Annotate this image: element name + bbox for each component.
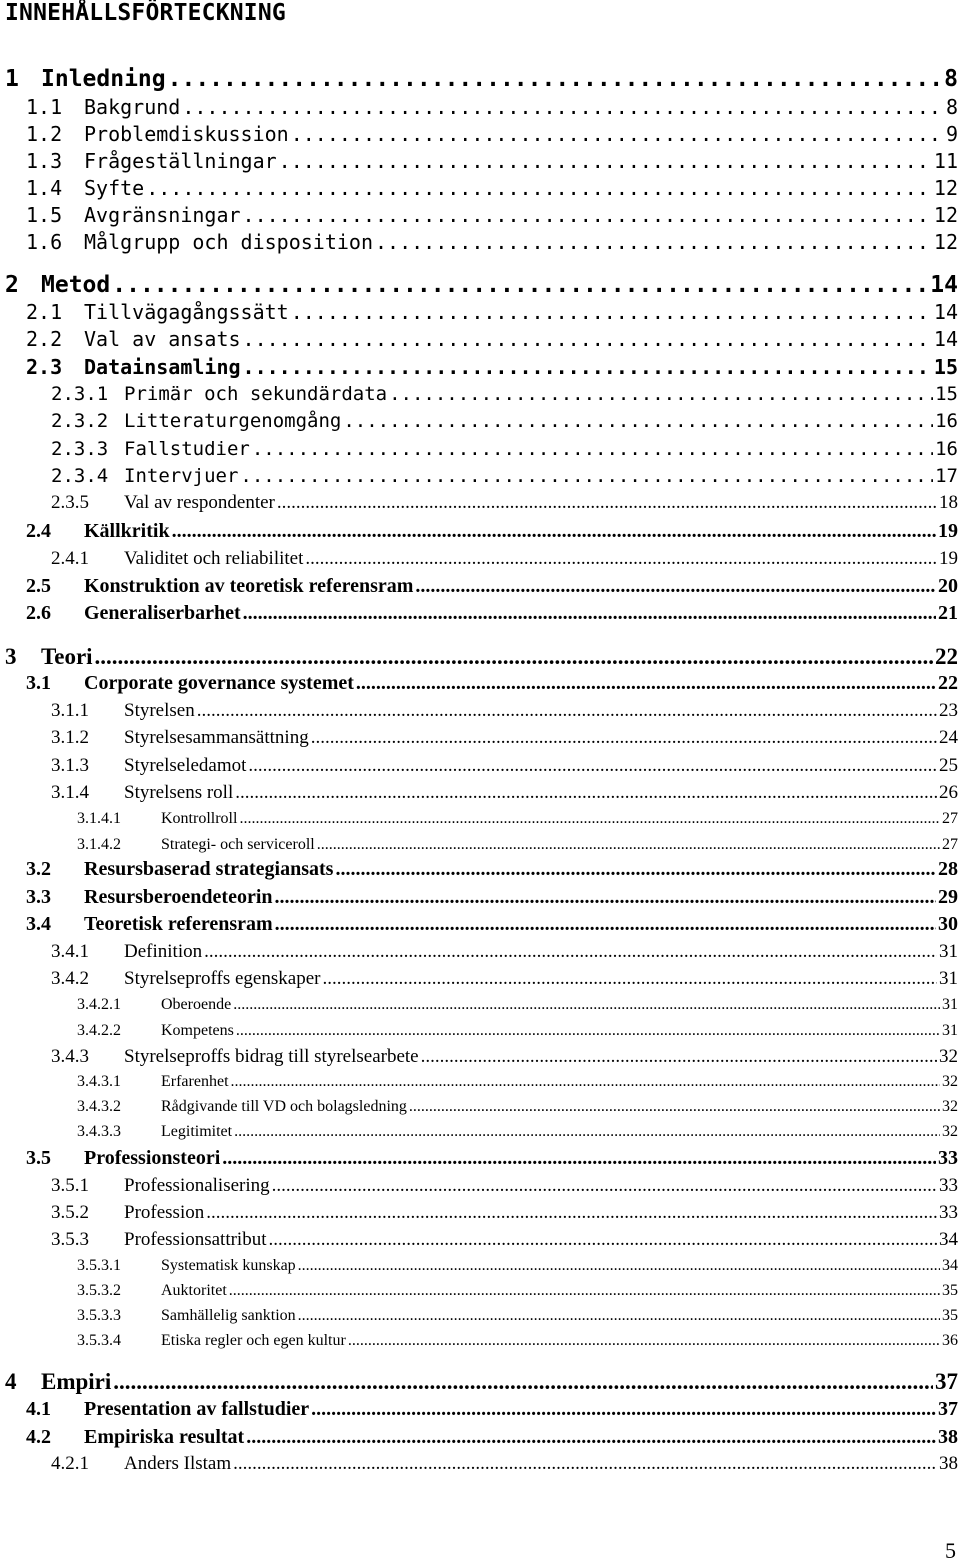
toc-entry-label: Syfte [84, 176, 145, 200]
toc-entry[interactable] [26, 1426, 958, 1449]
dot-leader [348, 1332, 940, 1350]
dot-leader [252, 438, 933, 460]
toc-entry[interactable] [26, 575, 958, 598]
toc-entry[interactable] [51, 1453, 958, 1475]
dot-leader [168, 66, 943, 92]
toc-entry[interactable] [26, 300, 958, 324]
toc-entry-number: 2.2 [26, 327, 63, 351]
toc-entry-label: Samhällelig sanktion [161, 1307, 296, 1324]
toc-entry[interactable] [77, 1123, 958, 1141]
dot-leader [236, 1022, 940, 1040]
toc-entry-page: 33 [938, 1147, 958, 1169]
dot-leader [240, 465, 933, 487]
toc-entry[interactable] [51, 755, 958, 777]
toc-entry[interactable] [51, 700, 958, 722]
toc-entry-page: 16 [935, 438, 958, 460]
toc-entry-label: Datainsamling [84, 355, 241, 379]
toc-entry-page: 19 [938, 520, 958, 542]
toc-entry-page: 34 [939, 1229, 958, 1250]
toc-entry-page: 33 [939, 1202, 958, 1223]
toc-entry-page: 8 [944, 66, 958, 92]
toc-entry[interactable] [51, 727, 958, 749]
toc-entry-number: 2.3.2 [51, 410, 109, 432]
toc-entry[interactable] [77, 1307, 958, 1325]
toc-entry-number: 3 [5, 644, 17, 669]
toc-entry-label: Källkritik [84, 520, 170, 542]
toc-entry-label: Etiska regler och egen kultur [161, 1332, 346, 1349]
toc-entry-page: 12 [933, 203, 958, 227]
toc-entry-label: Fallstudier [124, 438, 250, 460]
toc-entry-label: Legitimitet [161, 1123, 233, 1140]
toc-entry[interactable] [26, 149, 958, 173]
toc-entry-number: 2.3.5 [51, 492, 89, 513]
toc-entry-label: Resursbaserad strategiansats [84, 858, 334, 880]
toc-entry-page: 31 [942, 1022, 958, 1039]
dot-leader [343, 410, 933, 432]
toc-entry[interactable] [26, 230, 958, 254]
toc-entry[interactable] [51, 548, 958, 570]
dot-leader [239, 810, 940, 828]
toc-entry[interactable] [26, 203, 958, 227]
dot-leader [233, 1453, 937, 1475]
toc-entry-number: 3.4.2 [51, 968, 89, 989]
toc-entry-number: 2.5 [26, 575, 51, 597]
dot-leader [182, 95, 944, 119]
toc-entry-label: Systematisk kunskap [161, 1257, 296, 1274]
toc-entry[interactable] [5, 272, 958, 298]
toc-entry[interactable] [26, 520, 958, 543]
toc-entry[interactable] [51, 1046, 958, 1068]
toc-entry-number: 4.1 [26, 1398, 51, 1420]
toc-entry-label: Teori [41, 644, 93, 669]
toc-entry-page: 11 [933, 149, 958, 173]
toc-entry[interactable] [77, 996, 958, 1014]
dot-leader [311, 1398, 936, 1421]
toc-entry-label: Kompetens [161, 1022, 234, 1039]
toc-entry-label: Bakgrund [84, 95, 181, 119]
toc-entry-page: 15 [933, 355, 958, 379]
toc-entry-number: 3.5.3.4 [77, 1332, 121, 1349]
toc-entry[interactable] [77, 1257, 958, 1275]
toc-entry-page: 35 [942, 1307, 958, 1324]
toc-entry-label: Styrelsesammansättning [124, 727, 309, 748]
dot-leader [243, 203, 932, 227]
toc-entry-page: 17 [935, 465, 958, 487]
toc-entry-label: Rådgivande till VD och bolagsledning [161, 1098, 407, 1115]
dot-leader [243, 355, 932, 379]
toc-entry-number: 2.3.4 [51, 465, 109, 487]
dot-leader [298, 1257, 940, 1275]
toc-entry-label: Professionalisering [124, 1175, 270, 1196]
toc-entry-number: 3.4.3.2 [77, 1098, 121, 1115]
toc-entry-number: 3.5.3.2 [77, 1282, 121, 1299]
toc-entry-number: 3.1.4.1 [77, 810, 121, 827]
toc-entry-page: 37 [935, 1369, 958, 1394]
toc-entry-number: 3.4.2.1 [77, 996, 121, 1013]
dot-leader [235, 782, 937, 804]
toc-entry-page: 14 [930, 272, 958, 298]
dot-leader [409, 1098, 940, 1116]
toc-entry-label: Oberoende [161, 996, 232, 1013]
toc-entry-label: Resursberoendeteorin [84, 886, 273, 908]
toc-entry[interactable] [5, 66, 958, 92]
toc-entry-number: 3.1.4.2 [77, 836, 121, 853]
toc-entry-page: 30 [938, 913, 958, 935]
toc-entry[interactable] [51, 1175, 958, 1197]
toc-entry-page: 21 [938, 602, 958, 624]
dot-leader [275, 913, 936, 936]
toc-entry-label: Målgrupp och disposition [84, 230, 373, 254]
toc-entry-page: 37 [938, 1398, 958, 1420]
toc-entry-number: 3.5.3.3 [77, 1307, 121, 1324]
toc-entry-number: 3.1.1 [51, 700, 89, 721]
toc-entry-number: 1.6 [26, 230, 63, 254]
toc-entry-number: 3.5.2 [51, 1202, 89, 1223]
toc-entry-number: 1.5 [26, 203, 63, 227]
toc-entry-page: 34 [942, 1257, 958, 1274]
toc-entry[interactable] [77, 1282, 958, 1300]
toc-entry-label: Styrelseproffs egenskaper [124, 968, 321, 989]
toc-entry-page: 23 [939, 700, 958, 721]
toc-entry-label: Empiriska resultat [84, 1426, 245, 1448]
toc-entry[interactable] [51, 410, 958, 432]
toc-entry-number: 3.1.2 [51, 727, 89, 748]
toc-entry-number: 1.2 [26, 122, 63, 146]
dot-leader [356, 672, 936, 695]
toc-entry-page: 9 [945, 122, 958, 146]
toc-entry-page: 22 [938, 672, 958, 694]
dot-leader [305, 548, 937, 570]
toc-entry[interactable] [26, 1147, 958, 1170]
dot-leader [172, 520, 936, 543]
toc-entry-label: Teoretisk referensram [84, 913, 273, 935]
dot-leader [298, 1307, 940, 1325]
toc-entry[interactable] [26, 602, 958, 625]
toc-entry-number: 3.4.1 [51, 941, 89, 962]
toc-entry-label: Erfarenhet [161, 1073, 229, 1090]
toc-entry-number: 3.4.3.3 [77, 1123, 121, 1140]
toc-entry[interactable] [77, 810, 958, 828]
toc-entry-label: Tillvägagångssätt [84, 300, 289, 324]
page-title: INNEHÅLLSFÖRTECKNING [5, 0, 286, 26]
dot-leader [277, 492, 937, 514]
dot-leader [291, 122, 944, 146]
toc-entry-page: 27 [942, 836, 958, 853]
toc-entry-number: 4 [5, 1369, 17, 1394]
toc-entry-number: 3.1 [26, 672, 51, 694]
dot-leader [112, 272, 928, 298]
toc-entry-page: 38 [939, 1453, 958, 1474]
dot-leader [231, 1073, 940, 1091]
dot-leader [233, 996, 940, 1014]
toc-entry-number: 4.2 [26, 1426, 51, 1448]
toc-entry-page: 33 [939, 1175, 958, 1196]
toc-entry-label: Auktoritet [161, 1282, 227, 1299]
toc-entry-page: 20 [938, 575, 958, 597]
toc-entry-number: 1.3 [26, 149, 63, 173]
toc-entry-label: Problemdiskussion [84, 122, 289, 146]
toc-entry-number: 3.1.4 [51, 782, 89, 803]
toc-entry-number: 3.5.3.1 [77, 1257, 121, 1274]
toc-entry-page: 32 [942, 1073, 958, 1090]
toc-entry-page: 18 [939, 492, 958, 513]
toc-entry-number: 3.2 [26, 858, 51, 880]
toc-entry-page: 32 [939, 1046, 958, 1067]
toc-entry[interactable] [51, 492, 958, 514]
toc-entry-label: Kontrollroll [161, 810, 238, 827]
toc-entry-number: 3.5.3 [51, 1229, 89, 1250]
dot-leader [197, 700, 937, 722]
toc-entry-number: 2 [5, 272, 19, 298]
toc-entry-number: 3.3 [26, 886, 51, 908]
toc-entry-label: Anders Ilstam [124, 1453, 232, 1474]
toc-entry-label: Professionsattribut [124, 1229, 267, 1250]
toc-entry[interactable] [26, 672, 958, 695]
toc-entry-number: 2.6 [26, 602, 51, 624]
toc-entry-label: Metod [41, 272, 111, 298]
dot-leader [229, 1282, 940, 1300]
toc-entry-page: 24 [939, 727, 958, 748]
dot-leader [243, 602, 936, 625]
toc-entry-page: 16 [935, 410, 958, 432]
toc-entry-number: 1.4 [26, 176, 63, 200]
toc-entry-page: 27 [942, 810, 958, 827]
toc-entry-page: 36 [942, 1332, 958, 1349]
toc-entry[interactable] [26, 858, 958, 881]
toc-entry-number: 2.4.1 [51, 548, 89, 569]
toc-entry-number: 3.5 [26, 1147, 51, 1169]
toc-entry-page: 19 [939, 548, 958, 569]
dot-leader [322, 968, 937, 990]
dot-leader [415, 575, 936, 598]
toc-entry-page: 29 [938, 886, 958, 908]
toc-entry-number: 2.3 [26, 355, 63, 379]
dot-leader [95, 644, 933, 670]
toc-entry-number: 2.3.1 [51, 383, 109, 405]
dot-leader [272, 1175, 937, 1197]
toc-entry-page: 26 [939, 782, 958, 803]
toc-entry[interactable] [51, 465, 958, 487]
dot-leader [206, 1202, 937, 1224]
toc-entry[interactable] [5, 1369, 958, 1395]
toc-entry-number: 2.3.3 [51, 438, 109, 460]
toc-entry-number: 4.2.1 [51, 1453, 89, 1474]
dot-leader [311, 727, 937, 749]
toc-entry-label: Corporate governance systemet [84, 672, 354, 694]
toc-entry-page: 12 [933, 176, 958, 200]
toc-entry-label: Strategi- och serviceroll [161, 836, 315, 853]
toc-entry-number: 1.1 [26, 95, 63, 119]
toc-entry-number: 3.5.1 [51, 1175, 89, 1196]
toc-entry-label: Inledning [41, 66, 166, 92]
toc-entry-label: Styrelseproffs bidrag till styrelsearbete [124, 1046, 419, 1067]
toc-entry-page: 14 [933, 327, 958, 351]
toc-entry[interactable] [51, 1202, 958, 1224]
toc-entry[interactable] [77, 1098, 958, 1116]
toc-entry-label: Intervjuer [124, 465, 239, 487]
dot-leader [421, 1046, 937, 1068]
toc-entry[interactable] [26, 355, 958, 379]
toc-entry[interactable] [26, 327, 958, 351]
toc-entry-label: Styrelsens roll [124, 782, 234, 803]
toc-entry-number: 3.4 [26, 913, 51, 935]
dot-leader [222, 1147, 936, 1170]
toc-entry-label: Definition [124, 941, 203, 962]
dot-leader [275, 886, 937, 909]
toc-entry[interactable] [51, 438, 958, 460]
toc-entry-label: Empiri [41, 1369, 112, 1394]
toc-entry-number: 2.4 [26, 520, 51, 542]
toc-entry-label: Generaliserbarhet [84, 602, 241, 624]
toc-entry[interactable] [77, 1073, 958, 1091]
toc-entry[interactable] [77, 1022, 958, 1040]
toc-entry-label: Primär och sekundärdata [124, 383, 388, 405]
toc-entry-label: Profession [124, 1202, 205, 1223]
toc-entry-label: Val av ansats [84, 327, 241, 351]
dot-leader [246, 1426, 936, 1449]
toc-entry-label: Val av respondenter [124, 492, 275, 513]
toc-entry-page: 32 [942, 1098, 958, 1115]
toc-entry[interactable] [77, 1332, 958, 1350]
toc-entry-page: 35 [942, 1282, 958, 1299]
toc-entry-number: 3.4.3 [51, 1046, 89, 1067]
toc-entry-page: 31 [939, 968, 958, 989]
toc-entry-label: Validitet och reliabilitet [124, 548, 304, 569]
dot-leader [234, 1123, 940, 1141]
toc-entry-page: 32 [942, 1123, 958, 1140]
toc-entry-label: Avgränsningar [84, 203, 241, 227]
toc-entry-page: 31 [942, 996, 958, 1013]
toc-entry-number: 1 [5, 66, 19, 92]
dot-leader [317, 836, 940, 854]
toc-entry-label: Frågeställningar [84, 149, 277, 173]
dot-leader [389, 383, 933, 405]
toc-entry[interactable] [26, 1398, 958, 1421]
toc-entry[interactable] [5, 644, 958, 670]
toc-entry-number: 3.4.3.1 [77, 1073, 121, 1090]
dot-leader [146, 176, 932, 200]
toc-entry-page: 14 [933, 300, 958, 324]
toc-entry[interactable] [77, 836, 958, 854]
toc-entry[interactable] [26, 176, 958, 200]
dot-leader [279, 149, 932, 173]
toc-entry-label: Konstruktion av teoretisk referensram [84, 575, 414, 597]
toc-entry-page: 22 [935, 644, 958, 669]
toc-entry-page: 38 [938, 1426, 958, 1448]
toc-entry[interactable] [26, 913, 958, 936]
toc-entry-page: 31 [939, 941, 958, 962]
dot-leader [204, 941, 937, 963]
toc-entry-page: 15 [935, 383, 958, 405]
toc-entry-label: Professionsteori [84, 1147, 221, 1169]
toc-entry-label: Presentation av fallstudier [84, 1398, 310, 1420]
toc-entry[interactable] [26, 95, 958, 119]
dot-leader [375, 230, 932, 254]
dot-leader [291, 300, 932, 324]
toc-entry-label: Styrelsen [124, 700, 195, 721]
toc-entry[interactable] [51, 383, 958, 405]
toc-entry[interactable] [51, 941, 958, 963]
toc-entry[interactable] [51, 1229, 958, 1251]
toc-entry[interactable] [51, 782, 958, 804]
toc-entry-page: 12 [933, 230, 958, 254]
toc-entry-number: 2.1 [26, 300, 63, 324]
dot-leader [243, 327, 932, 351]
dot-leader [269, 1229, 938, 1251]
dot-leader [113, 1369, 933, 1395]
toc-entry[interactable] [26, 122, 958, 146]
toc-entry-label: Styrelseledamot [124, 755, 247, 776]
toc-entry-page: 25 [939, 755, 958, 776]
toc-entry[interactable] [51, 968, 958, 990]
toc-entry[interactable] [26, 886, 958, 909]
toc-entry-number: 3.4.2.2 [77, 1022, 121, 1039]
page-number: 5 [945, 1538, 956, 1563]
toc-entry-page: 8 [945, 95, 958, 119]
dot-leader [248, 755, 937, 777]
toc-entry-number: 3.1.3 [51, 755, 89, 776]
toc-entry-page: 28 [938, 858, 958, 880]
toc-entry-label: Litteraturgenomgång [124, 410, 342, 432]
dot-leader [335, 858, 936, 881]
